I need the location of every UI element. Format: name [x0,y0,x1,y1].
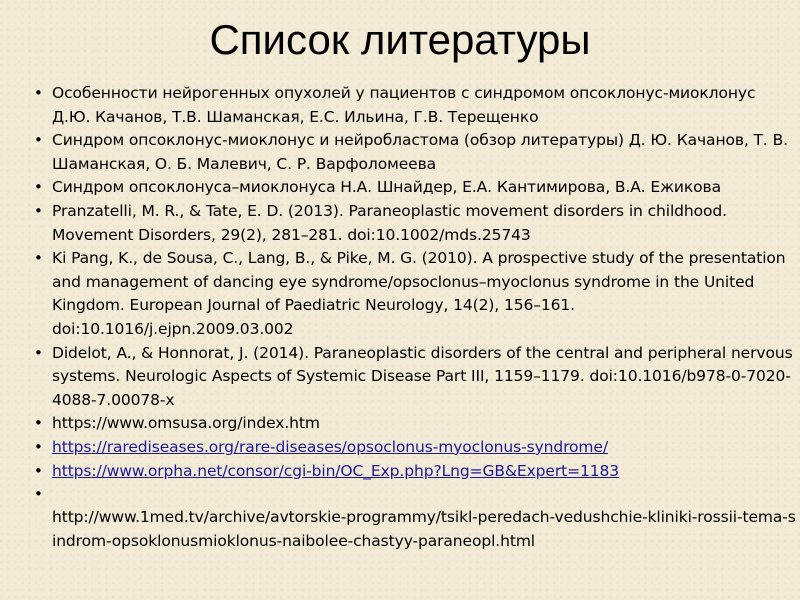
reference-text: Синдром опсоклонуса–миоклонуса Н.А. Шнайдер, Е.А. Кантимирова, В.А. Ежикова [52,178,721,197]
orpha-link[interactable]: https://www.orpha.net/consor/cgi-bin/OC_Exp.php?Lng=GB&Expert=1183 [52,461,620,480]
reference-item [34,200,796,247]
reference-item [34,412,796,436]
reference-text: Ki Pang, K., de Sousa, C., Lang, B., & Pike, M. G. (2010). A prospective study of the presentation and management of dancing eye syndrome/opsoclonus–myoclonus syndrome in the United Kingdom. European Journal of Paediatric Neurology, 14(2), 156–161. doi:10.1016/j.ejpn.2009.03.002 [52,249,786,338]
page-title: Список литературы [209,16,591,63]
bullet-icon: • [34,84,43,102]
reference-item [34,436,796,460]
reference-item [34,483,796,553]
reference-item [34,129,796,176]
bullet-icon: • [34,178,43,197]
bullet-icon: • [34,414,43,433]
rarediseases-link[interactable]: https://rarediseases.org/rare-diseases/opsoclonus-myoclonus-syndrome/ [52,437,608,456]
reference-item [34,247,796,341]
reference-item [34,82,796,129]
reference-item [34,176,796,200]
reference-text: Pranzatelli, M. R., & Tate, E. D. (2013). Paraneoplastic movement disorders in childhood. Movement Disorders, 29(2), 281–281. doi:10.1002/mds.25743 [52,201,727,244]
reference-text: Didelot, A., & Honnorat, J. (2014). Paraneoplastic disorders of the central and peripheral nervous systems. Neurologic Aspects of Systemic Disease Part III, 1159–1179. doi:10.1016/b978-0-7020-4088-7.00078-x [52,343,793,409]
reference-text: Синдром опсоклонус-миоклонус и нейробластома (обзор литературы) Д. Ю. Качанов, Т. В. Шаманская, О. Б. Малевич, С. Р. Варфоломеева [52,131,788,173]
reference-url-text: http://www.1med.tv/archive/avtorskie-programmy/tsikl-peredach-vedushchie-kliniki-rossii-tema-sindrom-opsoklonusmioklonus-naibolee-chastyy-paraneopl.html [52,508,796,550]
bullet-icon: • [34,131,43,150]
bullet-icon: • [34,437,43,456]
reference-text: Особенности нейрогенных опухолей у пациентов с синдромом опсоклонус-миоклонус Д.Ю. Качанов, Т.В. Шаманская, Е.С. Ильина, Г.В. Терещенко [52,84,756,126]
bullet-icon: • [34,201,43,220]
bullet-icon: • [34,249,43,268]
reference-item [34,460,796,484]
reference-list [34,82,796,553]
bullet-icon: • [34,485,43,504]
reference-item [34,342,796,413]
bullet-icon: • [34,461,43,480]
bullet-icon: • [34,343,43,362]
reference-url-text: https://www.omsusa.org/index.htm [52,414,320,433]
